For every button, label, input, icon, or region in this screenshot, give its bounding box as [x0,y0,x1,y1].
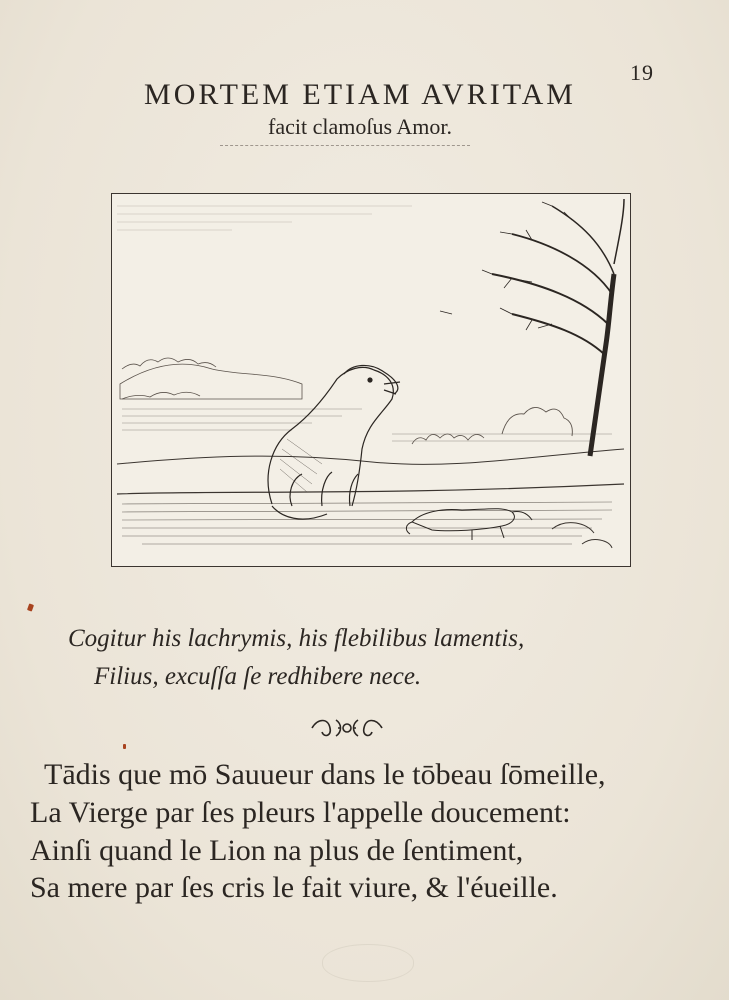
french-verse-line-4: Sa mere par ſes cris le fait viure, & l'éueille. [30,871,558,904]
lion-engraving-illustration [112,194,629,565]
emblem-engraving [111,193,631,567]
emblem-motto-subtitle: facit clamoſus Amor. [268,114,452,139]
latin-verse-line-2: Filius, excuſſa ſe redhibere nece. [94,663,422,690]
faint-library-stamp [322,944,414,982]
red-margin-dot [123,744,126,749]
red-margin-mark [27,603,34,611]
french-verse-line-2: La Vierge par ſes pleurs l'appelle doucement: [30,796,571,829]
decorative-rule [220,145,470,146]
fleuron-ornament-icon [308,714,386,742]
french-verse-line-1: Tādis que mō Sauueur dans le tōbeau ſōmeille, [44,758,606,791]
page-number: 19 [630,60,654,85]
french-verse-line-3: Ainſi quand le Lion na plus de ſentiment, [30,834,524,867]
latin-verse-line-1: Cogitur his lachrymis, his flebilibus lamentis, [68,625,525,652]
emblem-motto: MORTEM ETIAM AVRITAM [144,78,576,111]
